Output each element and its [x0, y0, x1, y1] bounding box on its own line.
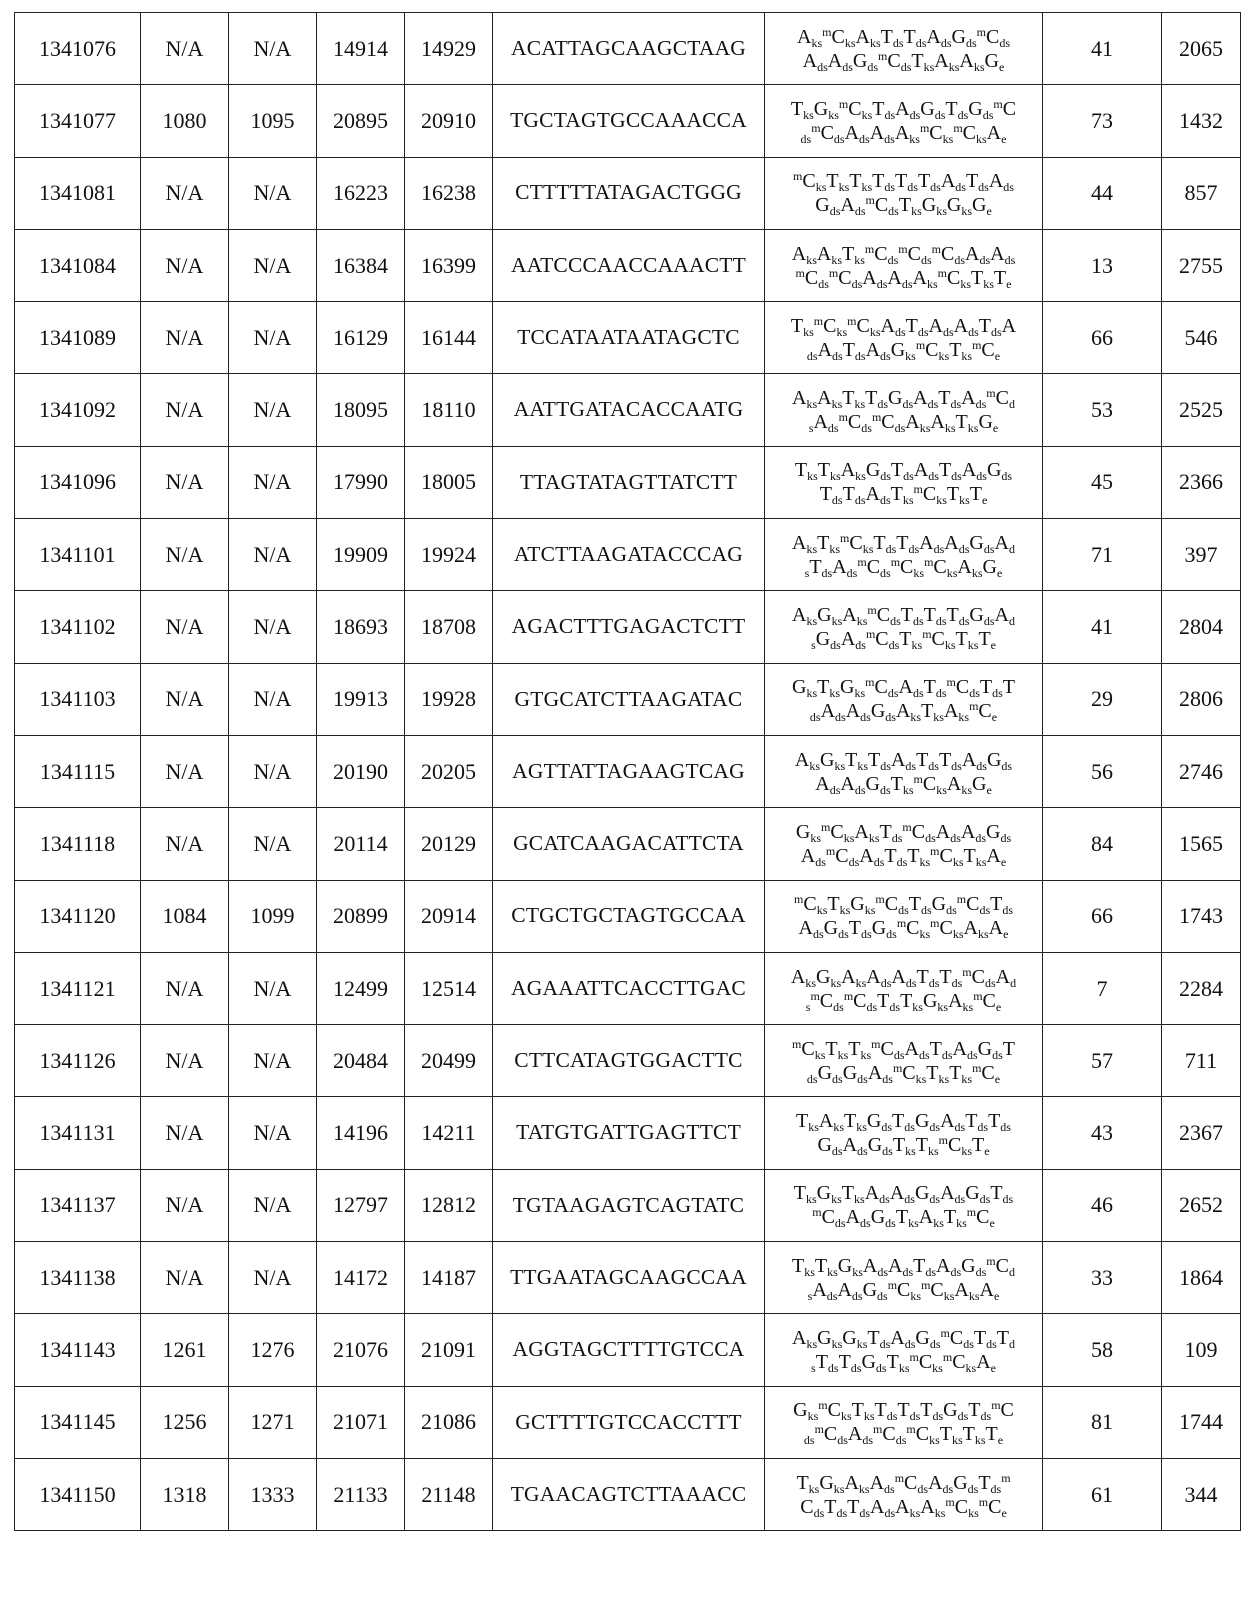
stop-site-1-cell: N/A [229, 13, 317, 85]
chemistry-notation-cell [765, 13, 1043, 85]
table-row [15, 519, 1241, 591]
stop-site-2-cell: 16144 [405, 302, 493, 374]
stop-site-2-cell: 19924 [405, 519, 493, 591]
stop-site-2-cell: 20129 [405, 808, 493, 880]
sequence-cell: AATTGATACACCAATG [493, 374, 765, 446]
value-1-cell: 13 [1043, 229, 1162, 301]
start-site-2-cell: 20190 [317, 735, 405, 807]
start-site-1-cell: N/A [141, 374, 229, 446]
sequence-cell: CTGCTGCTAGTGCCAA [493, 880, 765, 952]
table-row [15, 880, 1241, 952]
start-site-2-cell: 16223 [317, 157, 405, 229]
chemistry-notation-cell [765, 229, 1043, 301]
sequence-cell: AGTTATTAGAAGTCAG [493, 735, 765, 807]
table-row [15, 952, 1241, 1024]
chemistry-line: $T_{ks}G_{ks}A_{ks}A_{ds}^mC_{ds}A_{ds}G_{ds}T_{ds}^m$ [796, 1470, 1011, 1496]
start-site-1-cell: N/A [141, 13, 229, 85]
start-site-2-cell: 19909 [317, 519, 405, 591]
stop-site-1-cell: N/A [229, 302, 317, 374]
compound-id-cell: 1341084 [15, 229, 141, 301]
sequence-cell: CTTTTTATAGACTGGG [493, 157, 765, 229]
start-site-2-cell: 18693 [317, 591, 405, 663]
start-site-2-cell: 21071 [317, 1386, 405, 1458]
chemistry-notation-cell [765, 85, 1043, 157]
chemistry-line: $T_{ks}G_{ks}T_{ks}A_{ds}A_{ds}G_{ds}A_{ds}G_{ds}T_{ds}$ [793, 1182, 1014, 1207]
chemistry-line: $^mC_{ks}T_{ks}T_{ks}T_{ds}T_{ds}T_{ds}A_{ds}T_{ds}A_{ds}$ [793, 169, 1014, 195]
value-2-cell: 2284 [1162, 952, 1241, 1024]
value-1-cell: 41 [1043, 13, 1162, 85]
chemistry-line: $G_{ds}A_{ds}G_{ds}T_{ks}T_{ks}^mC_{ks}T_e$ [817, 1133, 990, 1159]
sequence-cell: TTGAATAGCAAGCCAA [493, 1242, 765, 1314]
chemistry-notation-cell [765, 880, 1043, 952]
value-1-cell: 7 [1043, 952, 1162, 1024]
chemistry-line: $_{ds}^mC_{ds}A_{ds}A_{ds}A_{ks}^mC_{ks}^mC_{ks}A_e$ [800, 120, 1007, 146]
compound-id-cell: 1341076 [15, 13, 141, 85]
start-site-1-cell: 1080 [141, 85, 229, 157]
stop-site-1-cell: N/A [229, 519, 317, 591]
value-2-cell: 1565 [1162, 808, 1241, 880]
value-1-cell: 81 [1043, 1386, 1162, 1458]
stop-site-1-cell: 1333 [229, 1458, 317, 1530]
chemistry-line: $_{ds}A_{ds}A_{ds}G_{ds}A_{ks}T_{ks}A_{ks}^mC_e$ [809, 699, 998, 725]
chemistry-line: $G_{ds}A_{ds}^mC_{ds}T_{ks}G_{ks}G_{ks}G_e$ [815, 193, 992, 219]
start-site-1-cell: 1261 [141, 1314, 229, 1386]
compound-id-cell: 1341145 [15, 1386, 141, 1458]
compound-id-cell: 1341150 [15, 1458, 141, 1530]
table-row [15, 1242, 1241, 1314]
compound-id-cell: 1341103 [15, 663, 141, 735]
value-2-cell: 2366 [1162, 446, 1241, 518]
compound-id-cell: 1341096 [15, 446, 141, 518]
value-1-cell: 29 [1043, 663, 1162, 735]
start-site-1-cell: 1084 [141, 880, 229, 952]
chemistry-notation-cell [765, 1169, 1043, 1241]
chemistry-line: $C_{ds}T_{ds}T_{ds}A_{ds}A_{ks}A_{ks}^mC_{ks}^mC_e$ [800, 1494, 1007, 1520]
stop-site-1-cell: N/A [229, 1169, 317, 1241]
table-row [15, 735, 1241, 807]
value-2-cell: 344 [1162, 1458, 1241, 1530]
compound-id-cell: 1341101 [15, 519, 141, 591]
start-site-2-cell: 21076 [317, 1314, 405, 1386]
stop-site-1-cell: N/A [229, 374, 317, 446]
chemistry-line: $_sT_{ds}A_{ds}^mC_{ds}^mC_{ks}^mC_{ks}A_{ks}G_e$ [804, 554, 1003, 580]
start-site-1-cell: N/A [141, 1025, 229, 1097]
stop-site-1-cell: N/A [229, 446, 317, 518]
value-1-cell: 66 [1043, 880, 1162, 952]
start-site-1-cell: N/A [141, 1097, 229, 1169]
chemistry-line: $A_{ks}G_{ks}T_{ks}T_{ds}A_{ds}T_{ds}T_{ds}A_{ds}G_{ds}$ [794, 748, 1013, 773]
sequence-cell: AATCCCAACCAAACTT [493, 229, 765, 301]
start-site-2-cell: 18095 [317, 374, 405, 446]
value-2-cell: 711 [1162, 1025, 1241, 1097]
chemistry-line: $T_{ks}T_{ks}G_{ks}A_{ds}A_{ds}T_{ds}A_{ds}G_{ds}^mC_d$ [792, 1253, 1015, 1279]
start-site-2-cell: 21133 [317, 1458, 405, 1530]
value-1-cell: 33 [1043, 1242, 1162, 1314]
chemistry-line: $T_{ks}T_{ks}A_{ks}G_{ds}T_{ds}A_{ds}T_{ds}A_{ds}G_{ds}$ [794, 459, 1013, 484]
chemistry-line: $T_{ks}G_{ks}^mC_{ks}T_{ds}A_{ds}G_{ds}T_{ds}G_{ds}^mC$ [790, 96, 1017, 122]
chemistry-line: $A_{ks}A_{ks}T_{ks}T_{ds}G_{ds}A_{ds}T_{ds}A_{ds}^mC_d$ [792, 386, 1015, 412]
value-2-cell: 857 [1162, 157, 1241, 229]
start-site-2-cell: 16129 [317, 302, 405, 374]
chemistry-notation-cell [765, 808, 1043, 880]
stop-site-1-cell: N/A [229, 735, 317, 807]
compound-id-cell: 1341115 [15, 735, 141, 807]
value-1-cell: 56 [1043, 735, 1162, 807]
chemistry-line: $T_{ks}^mC_{ks}^mC_{ks}A_{ds}T_{ds}A_{ds}A_{ds}T_{ds}A$ [790, 313, 1017, 339]
stop-site-2-cell: 12812 [405, 1169, 493, 1241]
compound-id-cell: 1341121 [15, 952, 141, 1024]
stop-site-2-cell: 20205 [405, 735, 493, 807]
sequence-cell: ACATTAGCAAGCTAAG [493, 13, 765, 85]
table-row [15, 663, 1241, 735]
stop-site-2-cell: 20910 [405, 85, 493, 157]
start-site-2-cell: 20114 [317, 808, 405, 880]
value-1-cell: 71 [1043, 519, 1162, 591]
chemistry-notation-cell [765, 1314, 1043, 1386]
table-row [15, 1458, 1241, 1530]
value-2-cell: 2525 [1162, 374, 1241, 446]
start-site-1-cell: N/A [141, 229, 229, 301]
value-1-cell: 53 [1043, 374, 1162, 446]
table-row [15, 229, 1241, 301]
compound-id-cell: 1341137 [15, 1169, 141, 1241]
value-1-cell: 41 [1043, 591, 1162, 663]
chemistry-line: $_{ds}^mC_{ds}A_{ds}^mC_{ds}^mC_{ks}T_{ks}T_{ks}T_e$ [803, 1422, 1004, 1448]
chemistry-notation-cell [765, 663, 1043, 735]
value-2-cell: 1432 [1162, 85, 1241, 157]
value-2-cell: 1744 [1162, 1386, 1241, 1458]
stop-site-1-cell: 1276 [229, 1314, 317, 1386]
table-row [15, 13, 1241, 85]
chemistry-line: $_sG_{ds}A_{ds}^mC_{ds}T_{ks}^mC_{ks}T_{ks}T_e$ [811, 627, 996, 653]
stop-site-1-cell: N/A [229, 157, 317, 229]
chemistry-notation-cell [765, 302, 1043, 374]
start-site-2-cell: 14196 [317, 1097, 405, 1169]
start-site-2-cell: 12499 [317, 952, 405, 1024]
chemistry-line: $^mC_{ks}T_{ks}G_{ks}^mC_{ds}T_{ds}G_{ds}^mC_{ds}T_{ds}$ [794, 892, 1013, 918]
start-site-2-cell: 14172 [317, 1242, 405, 1314]
table-row [15, 374, 1241, 446]
chemistry-line: $A_{ds}A_{ds}G_{ds}T_{ks}^mC_{ks}A_{ks}G_e$ [815, 771, 992, 797]
table-row [15, 1097, 1241, 1169]
table-body [15, 13, 1241, 1531]
sequence-cell: TGAACAGTCTTAAACC [493, 1458, 765, 1530]
chemistry-notation-cell [765, 374, 1043, 446]
chemistry-notation-cell [765, 519, 1043, 591]
chemistry-notation-cell [765, 952, 1043, 1024]
value-2-cell: 397 [1162, 519, 1241, 591]
chemistry-line: $T_{ds}T_{ds}A_{ds}T_{ks}^mC_{ks}T_{ks}T_e$ [819, 482, 988, 508]
stop-site-2-cell: 16238 [405, 157, 493, 229]
value-1-cell: 66 [1043, 302, 1162, 374]
sequence-cell: TGCTAGTGCCAAACCA [493, 85, 765, 157]
start-site-1-cell: 1318 [141, 1458, 229, 1530]
stop-site-1-cell: N/A [229, 663, 317, 735]
chemistry-line: $A_{ds}^mC_{ds}A_{ds}T_{ds}T_{ks}^mC_{ks}T_{ks}A_e$ [800, 843, 1007, 869]
value-2-cell: 2367 [1162, 1097, 1241, 1169]
value-2-cell: 2065 [1162, 13, 1241, 85]
sequence-cell: CTTCATAGTGGACTTC [493, 1025, 765, 1097]
value-2-cell: 546 [1162, 302, 1241, 374]
sequence-cell: TATGTGATTGAGTTCT [493, 1097, 765, 1169]
chemistry-line: $G_{ks}^mC_{ks}T_{ks}T_{ds}T_{ds}T_{ds}G_{ds}T_{ds}^mC$ [793, 1398, 1014, 1424]
start-site-1-cell: 1256 [141, 1386, 229, 1458]
table-row [15, 1314, 1241, 1386]
chemistry-line: $^mC_{ks}T_{ks}T_{ks}^mC_{ds}A_{ds}T_{ds}A_{ds}G_{ds}T$ [792, 1036, 1015, 1062]
stop-site-1-cell: N/A [229, 1242, 317, 1314]
table-row [15, 808, 1241, 880]
sequence-cell: GCATCAAGACATTCTA [493, 808, 765, 880]
sequence-cell: AGAAATTCACCTTGAC [493, 952, 765, 1024]
sequence-cell: AGGTAGCTTTTGTCCA [493, 1314, 765, 1386]
chemistry-line: $A_{ks}G_{ks}A_{ks}A_{ds}A_{ds}T_{ds}T_{ds}^mC_{ds}A_d$ [790, 964, 1017, 990]
compound-id-cell: 1341092 [15, 374, 141, 446]
value-1-cell: 58 [1043, 1314, 1162, 1386]
value-1-cell: 61 [1043, 1458, 1162, 1530]
value-1-cell: 44 [1043, 157, 1162, 229]
chemistry-line: $_{ds}G_{ds}G_{ds}A_{ds}^mC_{ks}T_{ks}T_{ks}^mC_e$ [806, 1060, 1001, 1086]
value-2-cell: 2755 [1162, 229, 1241, 301]
chemistry-line: $A_{ds}G_{ds}T_{ds}G_{ds}^mC_{ks}^mC_{ks}A_{ks}A_e$ [798, 916, 1009, 942]
compound-id-cell: 1341126 [15, 1025, 141, 1097]
value-1-cell: 43 [1043, 1097, 1162, 1169]
compound-id-cell: 1341081 [15, 157, 141, 229]
start-site-1-cell: N/A [141, 157, 229, 229]
chemistry-notation-cell [765, 1386, 1043, 1458]
sequence-cell: GTGCATCTTAAGATAC [493, 663, 765, 735]
oligonucleotide-table [14, 12, 1241, 1531]
start-site-2-cell: 14914 [317, 13, 405, 85]
stop-site-1-cell: 1099 [229, 880, 317, 952]
chemistry-notation-cell [765, 735, 1043, 807]
value-1-cell: 73 [1043, 85, 1162, 157]
compound-id-cell: 1341089 [15, 302, 141, 374]
value-1-cell: 84 [1043, 808, 1162, 880]
chemistry-line: $G_{ks}^mC_{ks}A_{ks}T_{ds}^mC_{ds}A_{ds}A_{ds}G_{ds}$ [795, 819, 1012, 845]
chemistry-notation-cell [765, 591, 1043, 663]
chemistry-line: $_s^mC_{ds}^mC_{ds}T_{ds}T_{ks}G_{ks}A_{ks}^mC_e$ [805, 988, 1002, 1014]
start-site-1-cell: N/A [141, 1242, 229, 1314]
chemistry-line: $G_{ks}T_{ks}G_{ks}^mC_{ds}A_{ds}T_{ds}^mC_{ds}T_{ds}T$ [792, 675, 1015, 701]
stop-site-2-cell: 21086 [405, 1386, 493, 1458]
table-row [15, 1386, 1241, 1458]
chemistry-notation-cell [765, 1097, 1043, 1169]
start-site-1-cell: N/A [141, 808, 229, 880]
chemistry-line: $^mC_{ds}^mC_{ds}A_{ds}A_{ds}A_{ks}^mC_{ks}T_{ks}T_e$ [795, 265, 1012, 291]
chemistry-line: $_{ds}A_{ds}T_{ds}A_{ds}G_{ks}^mC_{ks}T_{ks}^mC_e$ [806, 337, 1001, 363]
stop-site-2-cell: 14211 [405, 1097, 493, 1169]
start-site-1-cell: N/A [141, 1169, 229, 1241]
stop-site-1-cell: N/A [229, 808, 317, 880]
value-2-cell: 1743 [1162, 880, 1241, 952]
stop-site-1-cell: 1095 [229, 85, 317, 157]
sequence-cell: ATCTTAAGATACCCAG [493, 519, 765, 591]
value-2-cell: 2806 [1162, 663, 1241, 735]
start-site-1-cell: N/A [141, 446, 229, 518]
start-site-2-cell: 16384 [317, 229, 405, 301]
stop-site-1-cell: N/A [229, 1097, 317, 1169]
value-1-cell: 46 [1043, 1169, 1162, 1241]
chemistry-line: $_sA_{ds}^mC_{ds}^mC_{ds}A_{ks}A_{ks}T_{ks}G_e$ [808, 410, 999, 436]
stop-site-2-cell: 18005 [405, 446, 493, 518]
sequence-cell: AGACTTTGAGACTCTT [493, 591, 765, 663]
table-row [15, 302, 1241, 374]
stop-site-2-cell: 18708 [405, 591, 493, 663]
start-site-2-cell: 20899 [317, 880, 405, 952]
stop-site-2-cell: 16399 [405, 229, 493, 301]
start-site-2-cell: 17990 [317, 446, 405, 518]
chemistry-notation-cell [765, 157, 1043, 229]
stop-site-2-cell: 21091 [405, 1314, 493, 1386]
start-site-1-cell: N/A [141, 735, 229, 807]
chemistry-line: $A_{ks}^mC_{ks}A_{ks}T_{ds}T_{ds}A_{ds}G_{ds}^mC_{ds}$ [797, 24, 1010, 50]
stop-site-2-cell: 12514 [405, 952, 493, 1024]
sequence-cell: GCTTTTGTCCACCTTT [493, 1386, 765, 1458]
chemistry-notation-cell [765, 1025, 1043, 1097]
compound-id-cell: 1341102 [15, 591, 141, 663]
stop-site-1-cell: N/A [229, 229, 317, 301]
table-row [15, 1025, 1241, 1097]
value-2-cell: 2652 [1162, 1169, 1241, 1241]
start-site-1-cell: N/A [141, 591, 229, 663]
compound-id-cell: 1341131 [15, 1097, 141, 1169]
compound-id-cell: 1341120 [15, 880, 141, 952]
chemistry-line: $_sA_{ds}A_{ds}G_{ds}^mC_{ks}^mC_{ks}A_{ks}A_e$ [807, 1277, 1000, 1303]
value-1-cell: 45 [1043, 446, 1162, 518]
chemistry-line: $A_{ds}A_{ds}G_{ds}^mC_{ds}T_{ks}A_{ks}A_{ks}G_e$ [802, 48, 1005, 74]
chemistry-line: $^mC_{ds}A_{ds}G_{ds}T_{ks}A_{ks}T_{ks}^mC_e$ [812, 1205, 995, 1231]
value-2-cell: 109 [1162, 1314, 1241, 1386]
stop-site-1-cell: N/A [229, 952, 317, 1024]
sequence-cell: TGTAAGAGTCAGTATC [493, 1169, 765, 1241]
stop-site-1-cell: 1271 [229, 1386, 317, 1458]
compound-id-cell: 1341077 [15, 85, 141, 157]
start-site-2-cell: 20895 [317, 85, 405, 157]
chemistry-line: $A_{ks}T_{ks}^mC_{ks}T_{ds}T_{ds}A_{ds}A_{ds}G_{ds}A_d$ [792, 530, 1015, 556]
value-2-cell: 2804 [1162, 591, 1241, 663]
compound-id-cell: 1341138 [15, 1242, 141, 1314]
chemistry-notation-cell [765, 1242, 1043, 1314]
start-site-2-cell: 19913 [317, 663, 405, 735]
start-site-1-cell: N/A [141, 519, 229, 591]
table-row [15, 1169, 1241, 1241]
chemistry-line: $_sT_{ds}T_{ds}G_{ds}T_{ks}^mC_{ks}^mC_{ks}A_e$ [811, 1349, 996, 1375]
table-row [15, 446, 1241, 518]
stop-site-1-cell: N/A [229, 591, 317, 663]
table-row [15, 157, 1241, 229]
start-site-1-cell: N/A [141, 663, 229, 735]
compound-id-cell: 1341118 [15, 808, 141, 880]
chemistry-notation-cell [765, 446, 1043, 518]
chemistry-notation-cell [765, 1458, 1043, 1530]
stop-site-1-cell: N/A [229, 1025, 317, 1097]
chemistry-line: $A_{ks}G_{ks}A_{ks}^mC_{ds}T_{ds}T_{ds}T_{ds}G_{ds}A_d$ [792, 603, 1015, 629]
value-2-cell: 1864 [1162, 1242, 1241, 1314]
sequence-cell: TTAGTATAGTTATCTT [493, 446, 765, 518]
stop-site-2-cell: 18110 [405, 374, 493, 446]
stop-site-2-cell: 20499 [405, 1025, 493, 1097]
start-site-1-cell: N/A [141, 302, 229, 374]
value-2-cell: 2746 [1162, 735, 1241, 807]
stop-site-2-cell: 19928 [405, 663, 493, 735]
chemistry-line: $A_{ks}G_{ks}G_{ks}T_{ds}A_{ds}G_{ds}^mC_{ds}T_{ds}T_d$ [792, 1325, 1015, 1351]
start-site-1-cell: N/A [141, 952, 229, 1024]
stop-site-2-cell: 20914 [405, 880, 493, 952]
table-row [15, 591, 1241, 663]
start-site-2-cell: 12797 [317, 1169, 405, 1241]
table-row [15, 85, 1241, 157]
value-1-cell: 57 [1043, 1025, 1162, 1097]
stop-site-2-cell: 21148 [405, 1458, 493, 1530]
chemistry-line: $A_{ks}A_{ks}T_{ks}^mC_{ds}^mC_{ds}^mC_{ds}A_{ds}A_{ds}$ [791, 241, 1016, 267]
stop-site-2-cell: 14929 [405, 13, 493, 85]
start-site-2-cell: 20484 [317, 1025, 405, 1097]
compound-id-cell: 1341143 [15, 1314, 141, 1386]
stop-site-2-cell: 14187 [405, 1242, 493, 1314]
chemistry-line: $T_{ks}A_{ks}T_{ks}G_{ds}T_{ds}G_{ds}A_{ds}T_{ds}T_{ds}$ [796, 1110, 1011, 1135]
sequence-cell: TCCATAATAATAGCTC [493, 302, 765, 374]
